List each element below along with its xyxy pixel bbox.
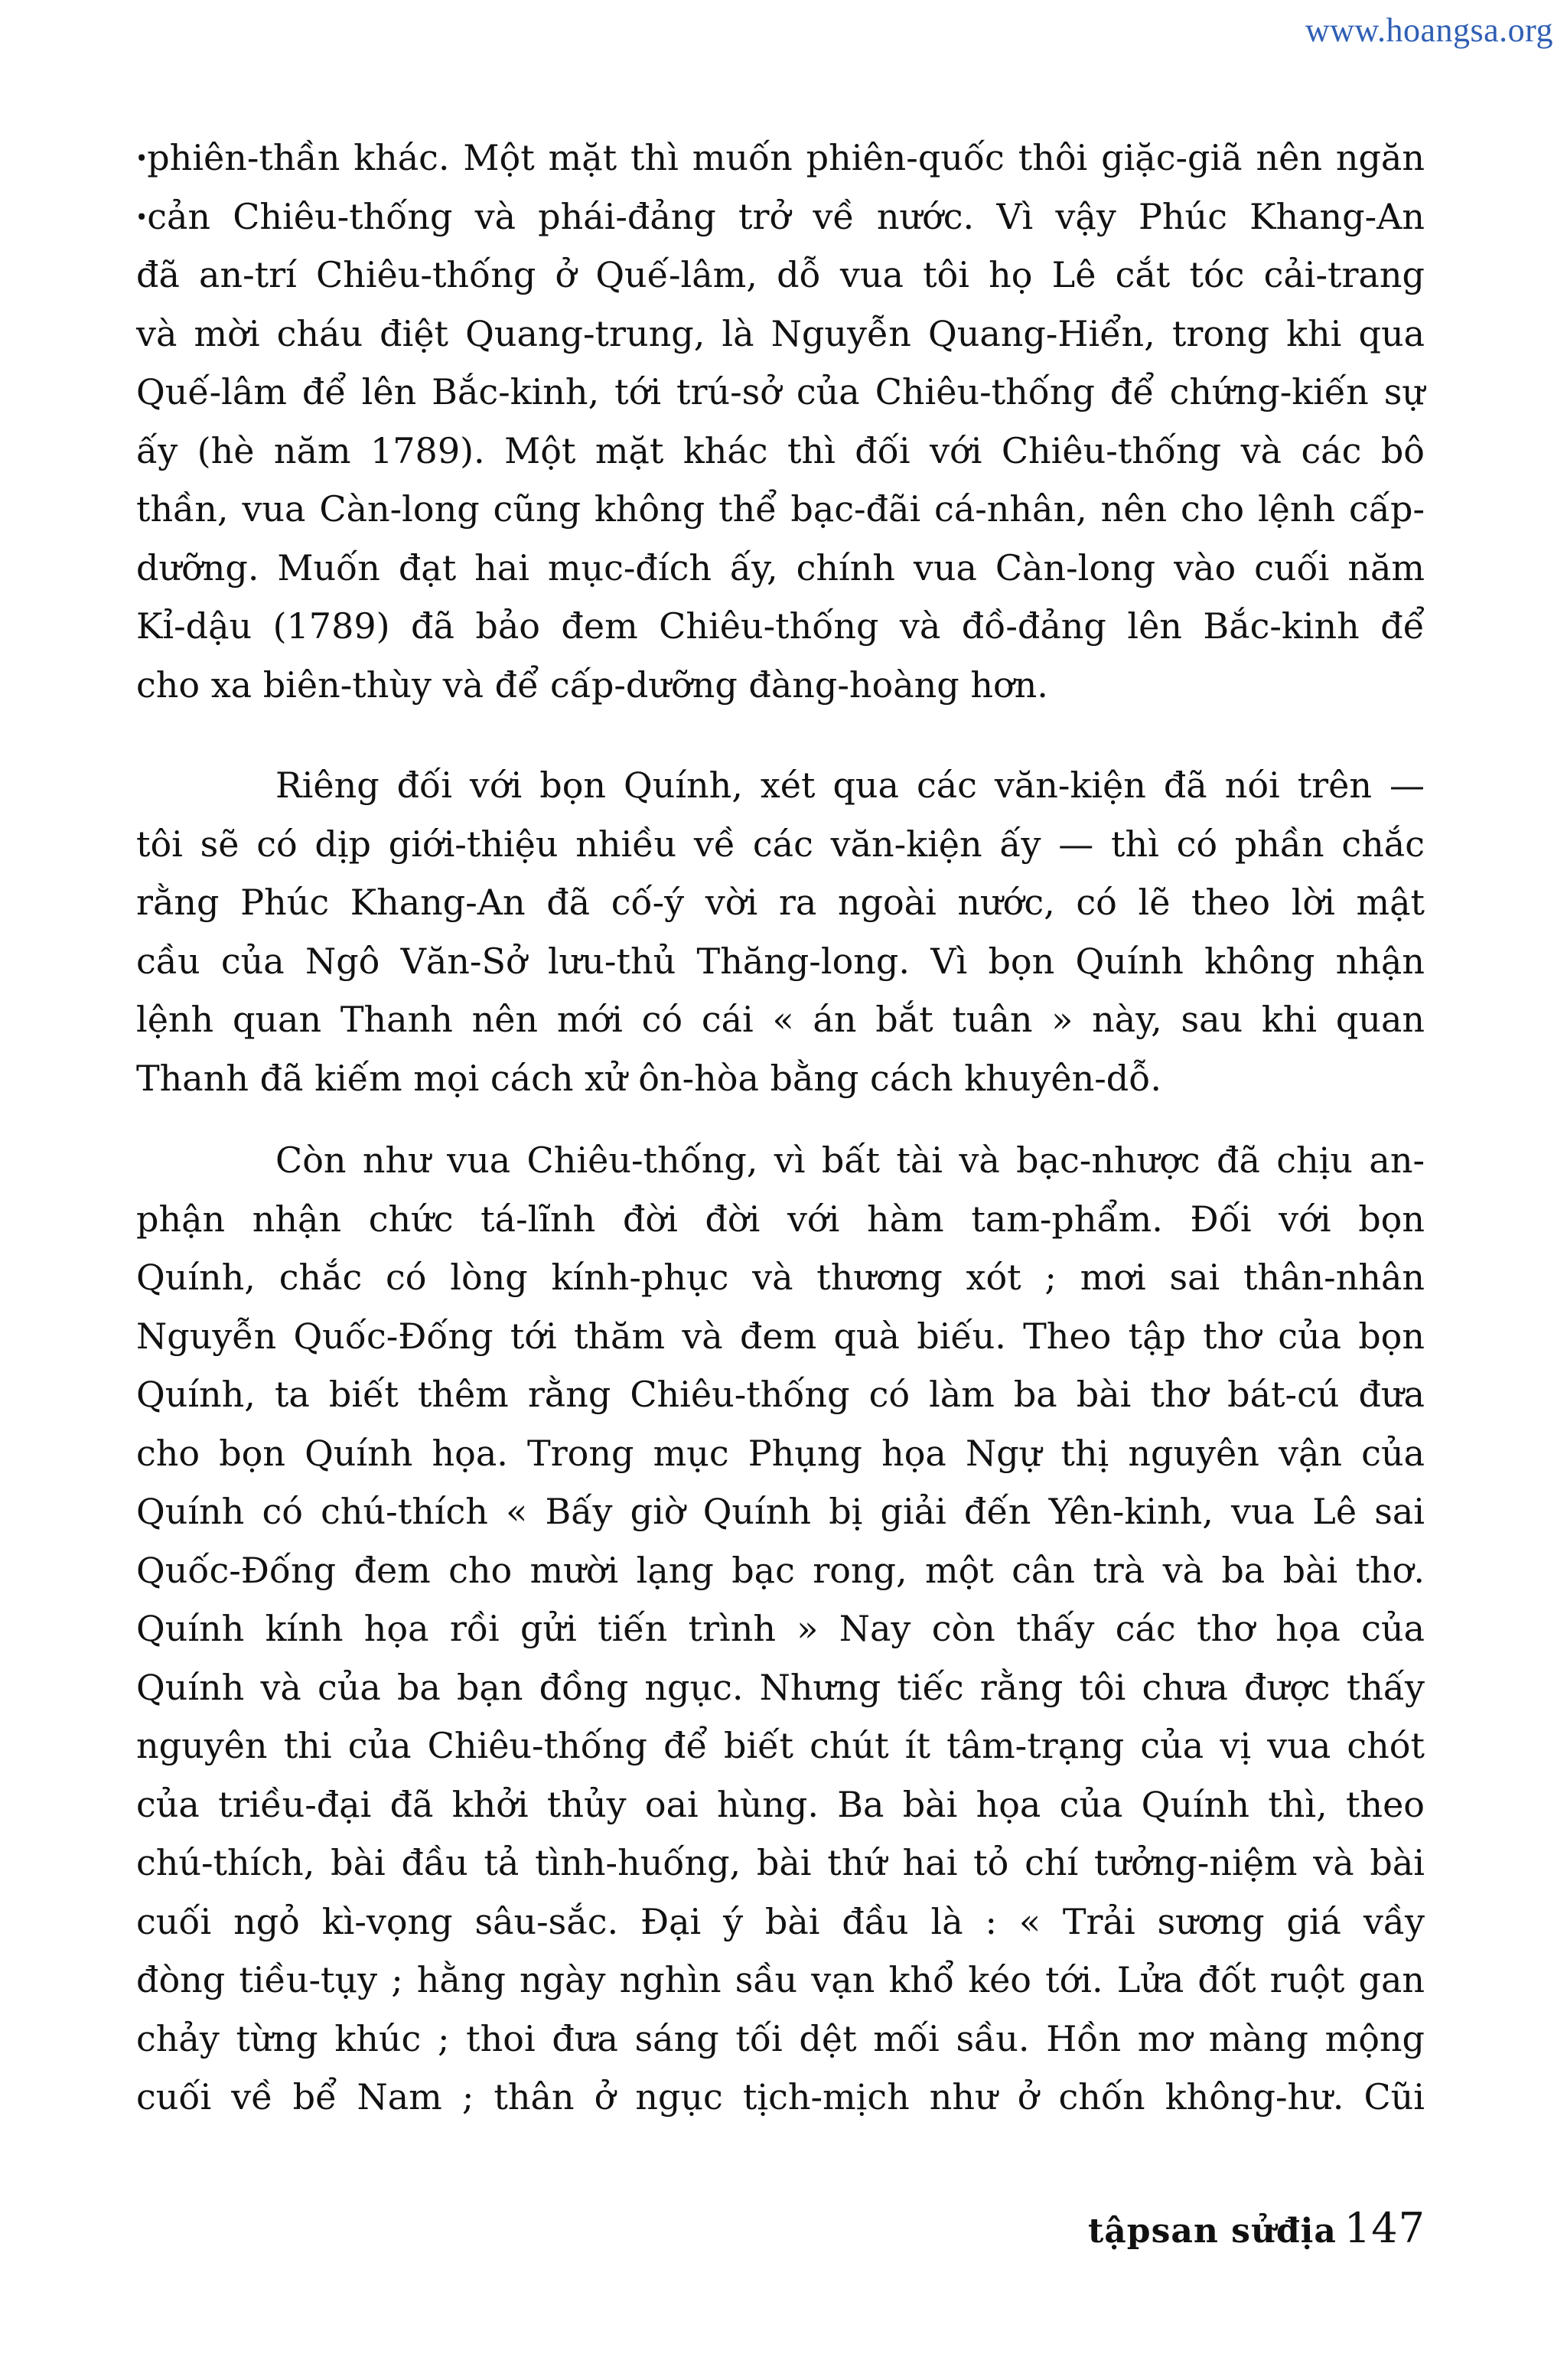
text-line: Quế-lâm để lên Bắc-kinh, tới trú-sở của Chiêu-thống để chứng-kiến sự — [136, 371, 1425, 412]
text-line: Quính có chú-thích « Bấy giờ Quính bị giải đến Yên-kinh, vua Lê sai — [136, 1491, 1425, 1532]
text-line: nguyên thi của Chiêu-thống để biết chút ít tâm-trạng của vị vua chót — [136, 1725, 1425, 1766]
text-line-first: Riêng đối với bọn Quính, xét qua các văn-kiện đã nói trên — — [275, 765, 1425, 806]
watermark-url[interactable]: www.hoangsa.org — [1305, 11, 1553, 49]
text-line-last: Thanh đã kiếm mọi cách xử ôn-hòa bằng cách khuyên-dỗ. — [136, 1057, 1161, 1099]
text-line: chảy từng khúc ; thoi đưa sáng tối dệt mối sầu. Hồn mơ màng mộng — [136, 2017, 1425, 2059]
text-line: thần, vua Càn-long cũng không thể bạc-đãi cá-nhân, nên cho lệnh cấp- — [136, 488, 1425, 530]
text-line: và mời cháu điệt Quang-trung, là Nguyễn Quang-Hiển, trong khi qua — [136, 312, 1425, 354]
text-line: của triều-đại đã khởi thủy oai hùng. Ba bài họa của Quính thì, theo — [136, 1783, 1425, 1825]
paragraph-2 — [136, 756, 1425, 1107]
text-line: ꞏphiên-thần khác. Một mặt thì muốn phiên-quốc thôi giặc-giã nên ngăn — [136, 137, 1425, 178]
text-line-first: Còn như vua Chiêu-thống, vì bất tài và bạc-nhược đã chịu an- — [275, 1139, 1425, 1181]
text-line-last: cho xa biên-thùy và để cấp-dưỡng đàng-hoàng hơn. — [136, 663, 1048, 706]
text-line: dưỡng. Muốn đạt hai mục-đích ấy, chính vua Càn-long vào cuối năm — [136, 546, 1425, 588]
text-line: Quính kính họa rồi gửi tiến trình » Nay còn thấy các thơ họa của — [136, 1608, 1425, 1649]
text-line: đòng tiều-tụy ; hằng ngày nghìn sầu vạn khổ kéo tới. Lửa đốt ruột gan — [136, 1959, 1425, 2000]
text-line: cuối ngỏ kì-vọng sâu-sắc. Đại ý bài đầu là : « Trải sương giá vầy — [136, 1900, 1425, 1942]
text-line: tôi sẽ có dịp giới-thiệu nhiều về các văn-kiện ấy — thì có phần chắc — [136, 823, 1425, 865]
text-line: ꞏcản Chiêu-thống và phái-đảng trở về nước. Vì vậy Phúc Khang-An — [136, 195, 1425, 237]
paragraph-3 — [136, 1131, 1425, 2127]
text-line: cầu của Ngô Văn-Sở lưu-thủ Thăng-long. Vì bọn Quính không nhận — [136, 940, 1425, 982]
text-line: lệnh quan Thanh nên mới có cái « án bắt tuân » này, sau khi quan — [136, 999, 1425, 1040]
page-footer — [1088, 2204, 1425, 2252]
journal-title: tậpsan sửđịa — [1087, 2212, 1337, 2251]
text-line: Quính và của ba bạn đồng ngục. Nhưng tiếc rằng tôi chưa được thấy — [136, 1666, 1425, 1708]
text-line: đã an-trí Chiêu-thống ở Quế-lâm, dỗ vua tôi họ Lê cắt tóc cải-trang — [136, 254, 1425, 295]
text-line: cuối về bể Nam ; thân ở ngục tịch-mịch như ở chốn không-hư. Cũi — [136, 2076, 1425, 2118]
page-number: 147 — [1344, 2204, 1425, 2252]
text-line: phận nhận chức tá-lĩnh đời đời với hàm tam-phẩm. Đối với bọn — [136, 1198, 1425, 1240]
text-line: Quính, ta biết thêm rằng Chiêu-thống có làm ba bài thơ bát-cú đưa — [136, 1374, 1425, 1415]
text-line: Nguyễn Quốc-Đống tới thăm và đem quà biếu. Theo tập thơ của bọn — [136, 1315, 1425, 1357]
paragraph-1 — [136, 129, 1425, 714]
text-line: chú-thích, bài đầu tả tình-huống, bài thứ hai tỏ chí tưởng-niệm và bài — [136, 1842, 1425, 1883]
text-line: Quốc-Đống đem cho mười lạng bạc rong, một cân trà và ba bài thơ. — [136, 1549, 1425, 1591]
text-line: cho bọn Quính họa. Trong mục Phụng họa Ngự thị nguyên vận của — [136, 1432, 1425, 1474]
text-line: Quính, chắc có lòng kính-phục và thương xót ; mơi sai thân-nhân — [136, 1257, 1425, 1298]
text-line: Kỉ-dậu (1789) đã bảo đem Chiêu-thống và đồ-đảng lên Bắc-kinh để — [136, 605, 1425, 647]
text-line: ấy (hè năm 1789). Một mặt khác thì đối với Chiêu-thống và các bô — [136, 429, 1425, 471]
text-line: rằng Phúc Khang-An đã cố-ý vời ra ngoài nước, có lẽ theo lời mật — [136, 882, 1425, 923]
